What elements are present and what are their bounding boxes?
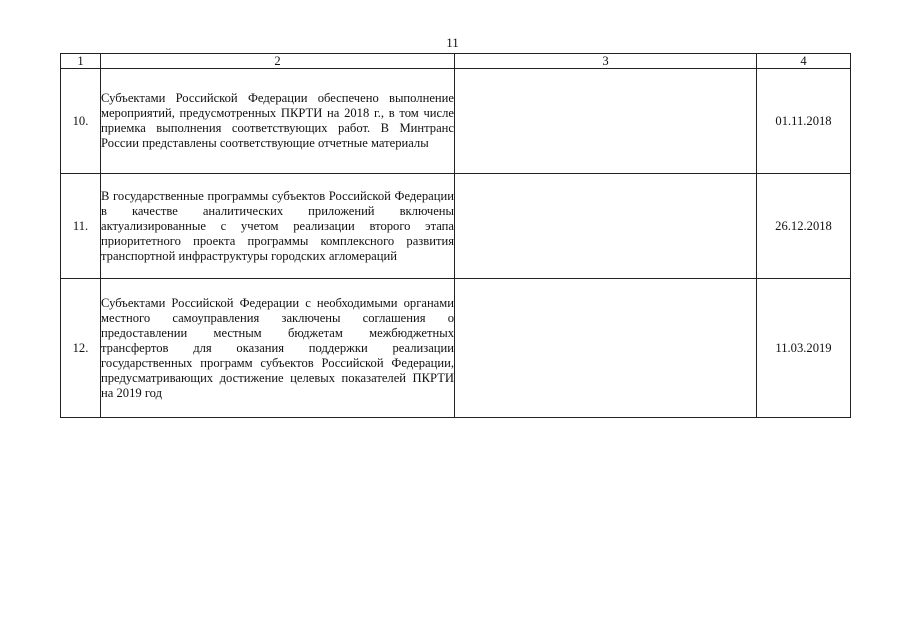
column-header-1: 1 [61, 54, 101, 69]
row-description: Субъектами Российской Федерации обеспечено выполнение мероприятий, предусмотренных ПКРТИ на 2018 г., в том числе приемка выполнения соответствующих работ. В Минтранс России представлены соответствующие отчетные материалы [101, 69, 455, 174]
table-row [61, 69, 851, 174]
table-header-row [61, 54, 851, 69]
row-number: 11. [61, 174, 101, 279]
row-description: Субъектами Российской Федерации с необходимыми органами местного самоуправления заключены соглашения о предоставлении местным бюджетам межбюджетных трансфертов для оказания поддержки реализации государственных программ субъектов Российской Федерации, предусматривающих достижение целевых показателей ПКРТИ на 2019 год [101, 279, 455, 418]
row-result [455, 279, 757, 418]
row-number: 12. [61, 279, 101, 418]
row-result [455, 69, 757, 174]
column-header-3: 3 [455, 54, 757, 69]
row-description: В государственные программы субъектов Российской Федерации в качестве аналитических приложений включены актуализированные с учетом реализации второго этапа приоритетного проекта программы комплексного развития транспортной инфраструктуры городских агломераций [101, 174, 455, 279]
row-date: 01.11.2018 [757, 69, 851, 174]
row-result [455, 174, 757, 279]
row-number: 10. [61, 69, 101, 174]
page-number: 11 [446, 35, 459, 50]
row-date: 11.03.2019 [757, 279, 851, 418]
column-header-2: 2 [101, 54, 455, 69]
schedule-table [60, 53, 851, 418]
table-row [61, 174, 851, 279]
row-date: 26.12.2018 [757, 174, 851, 279]
column-header-4: 4 [757, 54, 851, 69]
table-row [61, 279, 851, 418]
